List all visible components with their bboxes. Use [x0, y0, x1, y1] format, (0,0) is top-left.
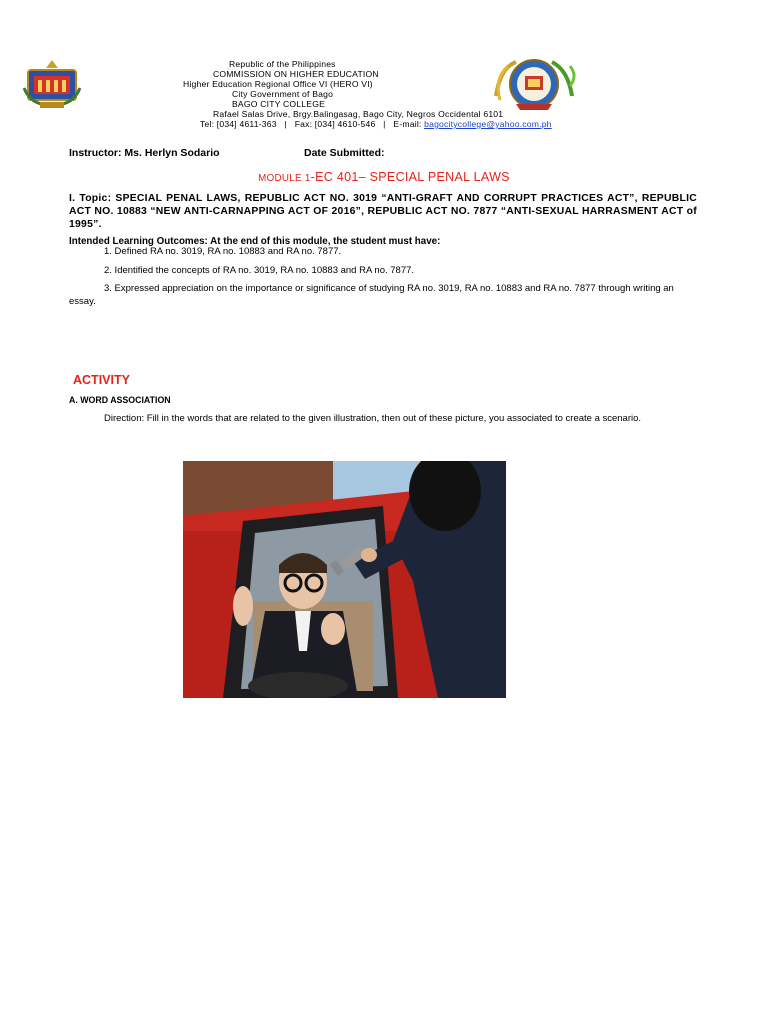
carjacking-illustration — [183, 461, 506, 698]
letterhead-regional-office: Higher Education Regional Office VI (HERO VI) — [183, 79, 373, 89]
email-link[interactable]: bagocitycollege@yahoo.com.ph — [424, 119, 552, 129]
word-association-heading: A. WORD ASSOCIATION — [69, 395, 171, 405]
outcome-item-3: 3. Expressed appreciation on the importance or significance of studying RA no. 3019, RA no. 10883 and RA no. 7877 through writing an essay. — [69, 283, 674, 307]
module-number: MODULE 1 — [258, 173, 311, 184]
module-name: -EC 401– SPECIAL PENAL LAWS — [310, 170, 510, 184]
topic-paragraph: I. Topic: SPECIAL PENAL LAWS, REPUBLIC ACT NO. 3019 “ANTI-GRAFT AND CORRUPT PRACTICES ACT”, REPUBLIC ACT NO. 10883 “NEW ANTI-CARNAPPING ACT OF 2016”, REPUBLIC ACT NO. 7877 “ANTI-SEXUAL HARRASMENT ACT of 1995”. — [69, 193, 697, 230]
letterhead-address: Rafael Salas Drive, Brgy.Balingasag, Bago City, Negros Occidental 6101 — [213, 109, 504, 119]
instructor-label: Instructor: Ms. Herlyn Sodario — [69, 147, 220, 159]
activity-heading: ACTIVITY — [73, 373, 130, 387]
module-title — [0, 170, 768, 184]
letterhead-city-government: City Government of Bago — [232, 89, 334, 99]
city-seal-logo — [22, 58, 82, 112]
contact-numbers: Tel: [034] 4611-363 | Fax: [034] 4610-546 | E-mail: — [200, 119, 425, 129]
outcome-item-1: 1. Defined RA no. 3019, RA no. 10883 and RA no. 7877. — [104, 246, 342, 257]
date-submitted-label: Date Submitted: — [304, 147, 385, 159]
letterhead-commission: COMMISSION ON HIGHER EDUCATION — [213, 69, 379, 79]
outcome-item-2: 2. Identified the concepts of RA no. 3019, RA no. 10883 and RA no. 7877. — [104, 265, 415, 276]
letterhead-college-name: BAGO CITY COLLEGE — [232, 99, 326, 109]
college-seal-logo — [490, 56, 578, 112]
letterhead-contact — [200, 120, 552, 130]
learning-outcomes-heading: Intended Learning Outcomes: At the end of this module, the student must have: — [69, 236, 441, 247]
letterhead-republic: Republic of the Philippines — [229, 59, 336, 69]
meta-row — [69, 147, 385, 159]
direction-paragraph: Direction: Fill in the words that are related to the given illustration, then out of these picture, you associated to create a scenario. — [104, 413, 642, 424]
